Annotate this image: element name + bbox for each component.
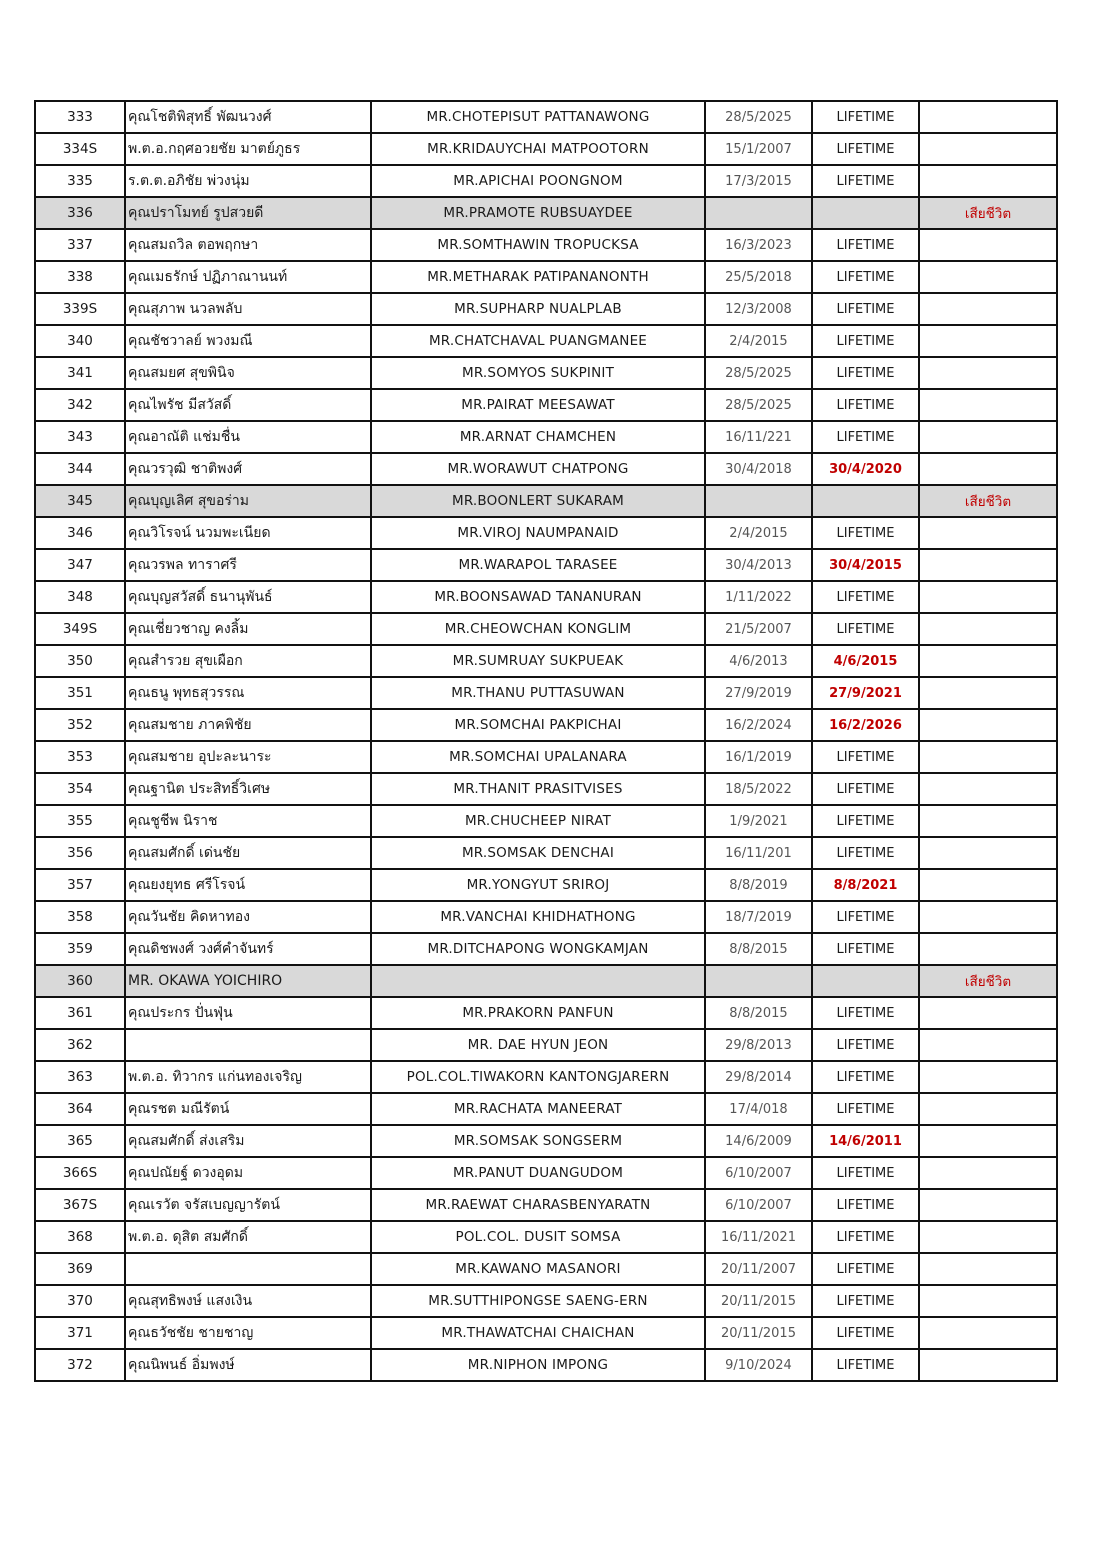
date-cell: 20/11/2015 — [705, 1285, 812, 1317]
table-row — [35, 517, 1057, 549]
table-row — [35, 1061, 1057, 1093]
note-cell — [919, 1061, 1057, 1093]
membership-status-cell: LIFETIME — [812, 293, 919, 325]
note-cell — [919, 933, 1057, 965]
english-name-cell: MR.SOMCHAI PAKPICHAI — [371, 709, 705, 741]
english-name-cell: MR.CHATCHAVAL PUANGMANEE — [371, 325, 705, 357]
english-name-cell: MR.METHARAK PATIPANANONTH — [371, 261, 705, 293]
member-number-cell: 337 — [35, 229, 125, 261]
member-number-cell: 354 — [35, 773, 125, 805]
english-name-cell: MR.KRIDAUYCHAI MATPOOTORN — [371, 133, 705, 165]
membership-status-cell: LIFETIME — [812, 325, 919, 357]
membership-status-cell: LIFETIME — [812, 133, 919, 165]
english-name-cell: POL.COL. DUSIT SOMSA — [371, 1221, 705, 1253]
note-cell — [919, 133, 1057, 165]
table-row — [35, 453, 1057, 485]
thai-name-cell: คุณบุญเลิศ สุขอร่าม — [125, 485, 371, 517]
thai-name-cell: คุณอาณัติ แช่มชื่น — [125, 421, 371, 453]
thai-name-cell: คุณบุญสวัสดิ์ ธนานุพันธ์ — [125, 581, 371, 613]
note-cell — [919, 1221, 1057, 1253]
english-name-cell: MR.THANIT PRASITVISES — [371, 773, 705, 805]
note-cell — [919, 1349, 1057, 1381]
note-cell — [919, 517, 1057, 549]
membership-status-cell: LIFETIME — [812, 1253, 919, 1285]
date-cell: 16/2/2024 — [705, 709, 812, 741]
thai-name-cell: คุณวิโรจน์ นวมพะเนียด — [125, 517, 371, 549]
note-cell — [919, 1157, 1057, 1189]
membership-status-cell: LIFETIME — [812, 741, 919, 773]
thai-name-cell: คุณสำรวย สุขเผือก — [125, 645, 371, 677]
membership-status-cell: LIFETIME — [812, 101, 919, 133]
table-row — [35, 1221, 1057, 1253]
thai-name-cell: คุณวันชัย คิดหาทอง — [125, 901, 371, 933]
thai-name-cell: คุณนิพนธ์ อิ่มพงษ์ — [125, 1349, 371, 1381]
note-cell — [919, 357, 1057, 389]
thai-name-cell: คุณดิชพงศ์ วงศ์คำจันทร์ — [125, 933, 371, 965]
table-row — [35, 1253, 1057, 1285]
thai-name-cell: คุณเรวัต จรัสเบญญารัตน์ — [125, 1189, 371, 1221]
english-name-cell: MR.SOMCHAI UPALANARA — [371, 741, 705, 773]
english-name-cell: MR.SOMTHAWIN TROPUCKSA — [371, 229, 705, 261]
member-number-cell: 356 — [35, 837, 125, 869]
membership-status-cell: LIFETIME — [812, 261, 919, 293]
note-cell — [919, 773, 1057, 805]
member-number-cell: 341 — [35, 357, 125, 389]
membership-status-cell: 4/6/2015 — [812, 645, 919, 677]
date-cell: 4/6/2013 — [705, 645, 812, 677]
english-name-cell: MR.VIROJ NAUMPANAID — [371, 517, 705, 549]
note-cell — [919, 805, 1057, 837]
date-cell: 30/4/2013 — [705, 549, 812, 581]
date-cell: 15/1/2007 — [705, 133, 812, 165]
thai-name-cell: พ.ต.อ. ดุสิต สมศักดิ์ — [125, 1221, 371, 1253]
english-name-cell: MR.NIPHON IMPONG — [371, 1349, 705, 1381]
note-cell — [919, 229, 1057, 261]
member-number-cell: 355 — [35, 805, 125, 837]
note-cell — [919, 741, 1057, 773]
member-number-cell: 359 — [35, 933, 125, 965]
note-cell: เสียชีวิต — [919, 197, 1057, 229]
english-name-cell: MR.BOONLERT SUKARAM — [371, 485, 705, 517]
membership-status-cell: LIFETIME — [812, 581, 919, 613]
table-row — [35, 325, 1057, 357]
table-row — [35, 805, 1057, 837]
thai-name-cell: คุณสมศักดิ์ เด่นชัย — [125, 837, 371, 869]
thai-name-cell: คุณเชี่ยวชาญ คงลิ้ม — [125, 613, 371, 645]
membership-status-cell: LIFETIME — [812, 613, 919, 645]
note-cell — [919, 421, 1057, 453]
member-number-cell: 334S — [35, 133, 125, 165]
date-cell: 1/9/2021 — [705, 805, 812, 837]
table-row — [35, 901, 1057, 933]
thai-name-cell: คุณสมถวิล ตอพฤกษา — [125, 229, 371, 261]
member-number-cell: 369 — [35, 1253, 125, 1285]
date-cell: 27/9/2019 — [705, 677, 812, 709]
english-name-cell: MR.KAWANO MASANORI — [371, 1253, 705, 1285]
membership-status-cell: LIFETIME — [812, 1061, 919, 1093]
note-cell: เสียชีวิต — [919, 965, 1057, 997]
thai-name-cell: คุณโชติพิสุทธิ์ พัฒนวงศ์ — [125, 101, 371, 133]
table-row — [35, 645, 1057, 677]
note-cell — [919, 293, 1057, 325]
member-number-cell: 346 — [35, 517, 125, 549]
english-name-cell: MR.APICHAI POONGNOM — [371, 165, 705, 197]
membership-status-cell: LIFETIME — [812, 837, 919, 869]
member-number-cell: 366S — [35, 1157, 125, 1189]
membership-status-cell: 30/4/2020 — [812, 453, 919, 485]
table-row — [35, 677, 1057, 709]
membership-status-cell: LIFETIME — [812, 229, 919, 261]
date-cell: 18/5/2022 — [705, 773, 812, 805]
member-number-cell: 367S — [35, 1189, 125, 1221]
date-cell: 1/11/2022 — [705, 581, 812, 613]
table-row — [35, 741, 1057, 773]
membership-status-cell — [812, 965, 919, 997]
note-cell — [919, 1285, 1057, 1317]
date-cell: 20/11/2015 — [705, 1317, 812, 1349]
note-cell — [919, 1189, 1057, 1221]
date-cell: 12/3/2008 — [705, 293, 812, 325]
table-row — [35, 293, 1057, 325]
membership-status-cell: LIFETIME — [812, 1221, 919, 1253]
date-cell: 28/5/2025 — [705, 101, 812, 133]
table-row — [35, 1349, 1057, 1381]
membership-status-cell: LIFETIME — [812, 165, 919, 197]
english-name-cell: MR.VANCHAI KHIDHATHONG — [371, 901, 705, 933]
thai-name-cell: พ.ต.อ. ทิวากร แก่นทองเจริญ — [125, 1061, 371, 1093]
table-row — [35, 1157, 1057, 1189]
english-name-cell: MR.PANUT DUANGUDOM — [371, 1157, 705, 1189]
thai-name-cell: คุณธวัชชัย ชายชาญ — [125, 1317, 371, 1349]
table-row — [35, 965, 1057, 997]
note-cell — [919, 1093, 1057, 1125]
english-name-cell: MR.THAWATCHAI CHAICHAN — [371, 1317, 705, 1349]
table-row — [35, 1093, 1057, 1125]
date-cell: 8/8/2015 — [705, 933, 812, 965]
member-number-cell: 343 — [35, 421, 125, 453]
thai-name-cell: คุณวรพล ทาราศรี — [125, 549, 371, 581]
date-cell: 16/11/2021 — [705, 1221, 812, 1253]
membership-status-cell — [812, 485, 919, 517]
table-row — [35, 1189, 1057, 1221]
member-number-cell: 363 — [35, 1061, 125, 1093]
member-number-cell: 351 — [35, 677, 125, 709]
date-cell: 8/8/2019 — [705, 869, 812, 901]
note-cell — [919, 261, 1057, 293]
date-cell: 18/7/2019 — [705, 901, 812, 933]
note-cell — [919, 165, 1057, 197]
note-cell — [919, 837, 1057, 869]
date-cell: 8/8/2015 — [705, 997, 812, 1029]
member-number-cell: 372 — [35, 1349, 125, 1381]
thai-name-cell: คุณวรวุฒิ ชาติพงศ์ — [125, 453, 371, 485]
member-number-cell: 360 — [35, 965, 125, 997]
thai-name-cell: คุณธนู พุทธสุวรรณ — [125, 677, 371, 709]
membership-status-cell: LIFETIME — [812, 805, 919, 837]
english-name-cell: MR.SUTTHIPONGSE SAENG-ERN — [371, 1285, 705, 1317]
english-name-cell: MR.CHUCHEEP NIRAT — [371, 805, 705, 837]
thai-name-cell: คุณรชต มณีรัตน์ — [125, 1093, 371, 1125]
member-number-cell: 361 — [35, 997, 125, 1029]
table-row — [35, 485, 1057, 517]
member-table-body — [35, 101, 1057, 1381]
thai-name-cell — [125, 1253, 371, 1285]
membership-status-cell: 16/2/2026 — [812, 709, 919, 741]
date-cell — [705, 965, 812, 997]
date-cell — [705, 485, 812, 517]
member-number-cell: 340 — [35, 325, 125, 357]
note-cell — [919, 1253, 1057, 1285]
note-cell — [919, 613, 1057, 645]
table-row — [35, 197, 1057, 229]
english-name-cell: MR.RAEWAT CHARASBENYARATN — [371, 1189, 705, 1221]
membership-status-cell: LIFETIME — [812, 901, 919, 933]
thai-name-cell: คุณปณัยฐ์ ดวงอุดม — [125, 1157, 371, 1189]
membership-status-cell: 27/9/2021 — [812, 677, 919, 709]
thai-name-cell: ร.ต.ต.อภิชัย พ่วงนุ่ม — [125, 165, 371, 197]
thai-name-cell: คุณสมศักดิ์ ส่งเสริม — [125, 1125, 371, 1157]
note-cell — [919, 1029, 1057, 1061]
date-cell: 28/5/2025 — [705, 357, 812, 389]
english-name-cell: MR.THANU PUTTASUWAN — [371, 677, 705, 709]
thai-name-cell: คุณสมยศ สุขพินิจ — [125, 357, 371, 389]
membership-status-cell: LIFETIME — [812, 1157, 919, 1189]
member-number-cell: 342 — [35, 389, 125, 421]
member-number-cell: 371 — [35, 1317, 125, 1349]
member-number-cell: 350 — [35, 645, 125, 677]
member-number-cell: 338 — [35, 261, 125, 293]
member-number-cell: 347 — [35, 549, 125, 581]
table-row — [35, 709, 1057, 741]
table-row — [35, 1285, 1057, 1317]
date-cell: 14/6/2009 — [705, 1125, 812, 1157]
english-name-cell: MR.SOMYOS SUKPINIT — [371, 357, 705, 389]
english-name-cell: MR. DAE HYUN JEON — [371, 1029, 705, 1061]
member-number-cell: 368 — [35, 1221, 125, 1253]
table-row — [35, 1317, 1057, 1349]
english-name-cell: MR.RACHATA MANEERAT — [371, 1093, 705, 1125]
table-row — [35, 389, 1057, 421]
date-cell: 16/3/2023 — [705, 229, 812, 261]
table-row — [35, 261, 1057, 293]
note-cell: เสียชีวิต — [919, 485, 1057, 517]
table-row — [35, 869, 1057, 901]
english-name-cell: MR.ARNAT CHAMCHEN — [371, 421, 705, 453]
thai-name-cell: คุณสุภาพ นวลพลับ — [125, 293, 371, 325]
member-number-cell: 348 — [35, 581, 125, 613]
thai-name-cell: คุณยงยุทธ ศรีโรจน์ — [125, 869, 371, 901]
member-number-cell: 364 — [35, 1093, 125, 1125]
note-cell — [919, 645, 1057, 677]
table-row — [35, 773, 1057, 805]
thai-name-cell: คุณชัชวาลย์ พวงมณี — [125, 325, 371, 357]
membership-status-cell: LIFETIME — [812, 1029, 919, 1061]
date-cell: 2/4/2015 — [705, 517, 812, 549]
member-table — [34, 100, 1058, 1382]
note-cell — [919, 549, 1057, 581]
english-name-cell: MR.CHOTEPISUT PATTANAWONG — [371, 101, 705, 133]
note-cell — [919, 101, 1057, 133]
date-cell: 20/11/2007 — [705, 1253, 812, 1285]
membership-status-cell: LIFETIME — [812, 1189, 919, 1221]
thai-name-cell: คุณสมชาย ภาคพิชัย — [125, 709, 371, 741]
member-number-cell: 339S — [35, 293, 125, 325]
membership-status-cell: LIFETIME — [812, 1317, 919, 1349]
note-cell — [919, 997, 1057, 1029]
date-cell: 16/11/201 — [705, 837, 812, 869]
table-row — [35, 165, 1057, 197]
english-name-cell: MR.DITCHAPONG WONGKAMJAN — [371, 933, 705, 965]
english-name-cell: MR.WORAWUT CHATPONG — [371, 453, 705, 485]
table-row — [35, 581, 1057, 613]
note-cell — [919, 453, 1057, 485]
english-name-cell: MR.BOONSAWAD TANANURAN — [371, 581, 705, 613]
membership-status-cell: LIFETIME — [812, 421, 919, 453]
date-cell: 6/10/2007 — [705, 1157, 812, 1189]
note-cell — [919, 901, 1057, 933]
membership-status-cell: 14/6/2011 — [812, 1125, 919, 1157]
membership-status-cell: 30/4/2015 — [812, 549, 919, 581]
thai-name-cell: คุณสุทธิพงษ์ แสงเงิน — [125, 1285, 371, 1317]
table-row — [35, 613, 1057, 645]
thai-name-cell: คุณไพรัช มีสวัสดิ์ — [125, 389, 371, 421]
table-row — [35, 549, 1057, 581]
thai-name-cell: คุณประกร ปั่นฟุ่น — [125, 997, 371, 1029]
english-name-cell: MR.PRAKORN PANFUN — [371, 997, 705, 1029]
table-row — [35, 997, 1057, 1029]
note-cell — [919, 389, 1057, 421]
table-row — [35, 421, 1057, 453]
member-number-cell: 333 — [35, 101, 125, 133]
note-cell — [919, 677, 1057, 709]
english-name-cell: MR.PRAMOTE RUBSUAYDEE — [371, 197, 705, 229]
member-number-cell: 345 — [35, 485, 125, 517]
member-number-cell: 353 — [35, 741, 125, 773]
membership-status-cell: LIFETIME — [812, 389, 919, 421]
table-row — [35, 1125, 1057, 1157]
table-row — [35, 837, 1057, 869]
member-number-cell: 362 — [35, 1029, 125, 1061]
date-cell: 6/10/2007 — [705, 1189, 812, 1221]
date-cell: 17/4/018 — [705, 1093, 812, 1125]
date-cell: 9/10/2024 — [705, 1349, 812, 1381]
table-row — [35, 1029, 1057, 1061]
member-number-cell: 365 — [35, 1125, 125, 1157]
date-cell: 25/5/2018 — [705, 261, 812, 293]
membership-status-cell: LIFETIME — [812, 933, 919, 965]
english-name-cell: MR.YONGYUT SRIROJ — [371, 869, 705, 901]
membership-status-cell: LIFETIME — [812, 997, 919, 1029]
english-name-cell: MR.CHEOWCHAN KONGLIM — [371, 613, 705, 645]
english-name-cell — [371, 965, 705, 997]
table-row — [35, 133, 1057, 165]
table-row — [35, 229, 1057, 261]
note-cell — [919, 1317, 1057, 1349]
member-number-cell: 370 — [35, 1285, 125, 1317]
thai-name-cell: คุณเมธรักษ์ ปฏิภาณานนท์ — [125, 261, 371, 293]
membership-status-cell: LIFETIME — [812, 517, 919, 549]
thai-name-cell: พ.ต.อ.กฤศอวยชัย มาตย์ภูธร — [125, 133, 371, 165]
membership-status-cell: 8/8/2021 — [812, 869, 919, 901]
member-number-cell: 358 — [35, 901, 125, 933]
membership-status-cell: LIFETIME — [812, 773, 919, 805]
thai-name-cell: คุณชูชีพ นิราช — [125, 805, 371, 837]
membership-status-cell: LIFETIME — [812, 1285, 919, 1317]
member-number-cell: 344 — [35, 453, 125, 485]
date-cell: 21/5/2007 — [705, 613, 812, 645]
table-row — [35, 357, 1057, 389]
member-number-cell: 357 — [35, 869, 125, 901]
date-cell: 2/4/2015 — [705, 325, 812, 357]
date-cell: 30/4/2018 — [705, 453, 812, 485]
english-name-cell: MR.SUPHARP NUALPLAB — [371, 293, 705, 325]
membership-status-cell — [812, 197, 919, 229]
membership-status-cell: LIFETIME — [812, 1093, 919, 1125]
note-cell — [919, 869, 1057, 901]
date-cell: 28/5/2025 — [705, 389, 812, 421]
member-number-cell: 352 — [35, 709, 125, 741]
note-cell — [919, 709, 1057, 741]
date-cell: 16/11/221 — [705, 421, 812, 453]
english-name-cell: MR.WARAPOL TARASEE — [371, 549, 705, 581]
thai-name-cell: คุณฐานิต ประสิทธิ์วิเศษ — [125, 773, 371, 805]
note-cell — [919, 1125, 1057, 1157]
thai-name-cell: คุณสมชาย อุปะละนาระ — [125, 741, 371, 773]
english-name-cell: MR.SOMSAK DENCHAI — [371, 837, 705, 869]
date-cell: 17/3/2015 — [705, 165, 812, 197]
table-row — [35, 101, 1057, 133]
note-cell — [919, 325, 1057, 357]
date-cell: 29/8/2014 — [705, 1061, 812, 1093]
thai-name-cell: คุณปราโมทย์ รูปสวยดี — [125, 197, 371, 229]
member-number-cell: 336 — [35, 197, 125, 229]
membership-status-cell: LIFETIME — [812, 1349, 919, 1381]
thai-name-cell — [125, 1029, 371, 1061]
member-number-cell: 335 — [35, 165, 125, 197]
thai-name-cell: MR. OKAWA YOICHIRO — [125, 965, 371, 997]
english-name-cell: MR.PAIRAT MEESAWAT — [371, 389, 705, 421]
english-name-cell: MR.SUMRUAY SUKPUEAK — [371, 645, 705, 677]
note-cell — [919, 581, 1057, 613]
membership-status-cell: LIFETIME — [812, 357, 919, 389]
member-number-cell: 349S — [35, 613, 125, 645]
date-cell: 16/1/2019 — [705, 741, 812, 773]
english-name-cell: POL.COL.TIWAKORN KANTONGJARERN — [371, 1061, 705, 1093]
date-cell: 29/8/2013 — [705, 1029, 812, 1061]
date-cell — [705, 197, 812, 229]
table-row — [35, 933, 1057, 965]
english-name-cell: MR.SOMSAK SONGSERM — [371, 1125, 705, 1157]
